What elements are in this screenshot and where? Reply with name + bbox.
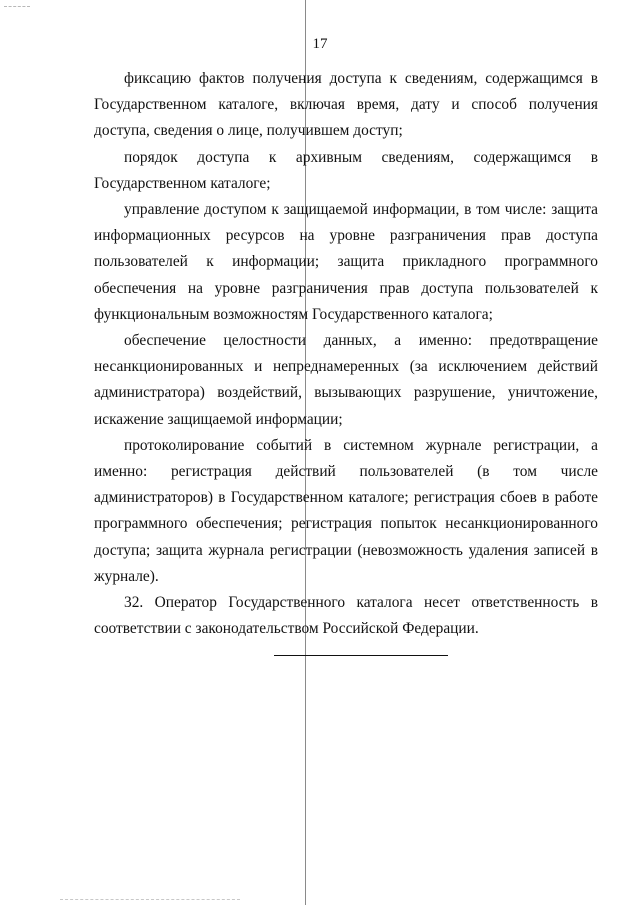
paragraph-clause-32: 32. Оператор Государственного каталога несет ответственность в соответствии с законодательством Российской Федерации. [94, 594, 598, 638]
paragraph-event-logging: протоколирование событий в системном журнале регистрации, а именно: регистрация действий пользователей (в том числе администраторов) в Государственном каталоге; регистрация сбоев в работе программного обеспечения; регистрация попыток несанкционированного доступа; защита журнала регистрации (невозможность удаления записей в журнале). [94, 436, 598, 585]
paragraph-access-control: управление доступом к защищаемой информации, в том числе: защита информационных ресурсов на уровне разграничения прав доступа пользователей к информации; защита прикладного программного обеспечения на уровне разграничения прав доступа пользователей к функциональным возможностям Государственного каталога; [94, 201, 598, 323]
scan-corner-mark [4, 6, 30, 7]
end-of-document-rule [274, 655, 448, 656]
page-number: 17 [312, 36, 328, 52]
scan-bottom-mark [60, 899, 240, 900]
paragraph-data-integrity: обеспечение целостности данных, а именно: предотвращение несанкционированных и непреднамеренных (за исключением действий администратора) воздействий, вызывающих разрушение, уничтожение, искажение защищаемой информации; [94, 332, 598, 428]
document-body [94, 66, 598, 642]
paragraph-access-fixation: фиксацию фактов получения доступа к сведениям, содержащимся в Государственном каталоге, включая время, дату и способ получения доступа, сведения о лице, получившем доступ; [94, 70, 598, 140]
paragraph-archive-access: порядок доступа к архивным сведениям, содержащимся в Государственном каталоге; [94, 148, 598, 192]
